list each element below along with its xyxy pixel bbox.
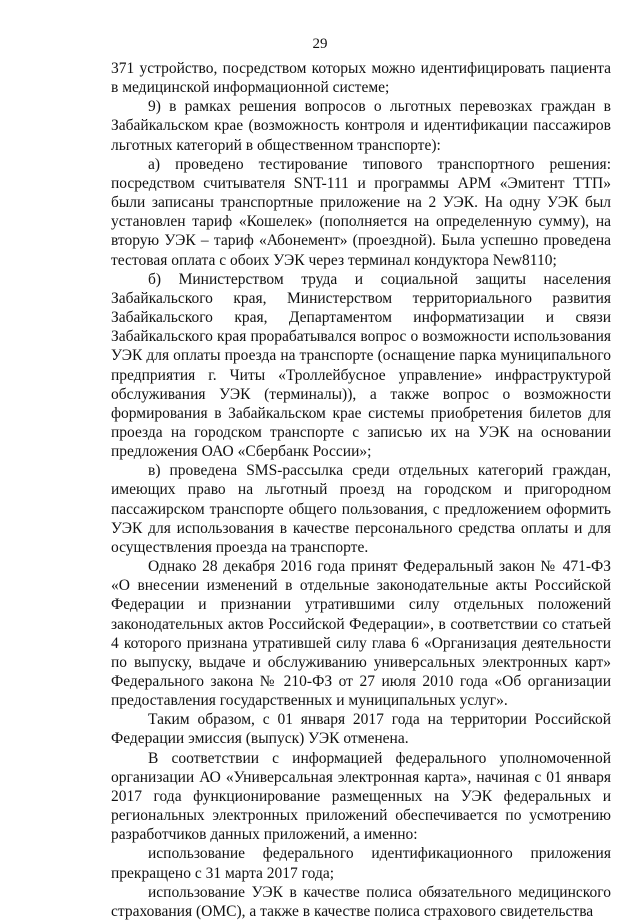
paragraph-uek-organization: В соответствии с информацией федерального уполномоченной организации АО «Универсальная электронная карта», начиная с 01 января 2017 года функционирование размещенных на УЭК федеральных и региональных электронных приложений обеспечивается по усмотрению разработчиков данных приложений, а именно: bbox=[111, 749, 611, 844]
paragraph-subitem-v: в) проведена SMS-рассылка среди отдельных категорий граждан, имеющих право на льготный проезд на городском и пригородном пассажирском транспорте общего пользования, с предложением оформить УЭК для использования в качестве персонального средства оплаты и для осуществления проезда на транспорте. bbox=[111, 462, 611, 556]
paragraph-conclusion: Таким образом, с 01 января 2017 года на территории Российской Федерации эмиссия (выпуск) УЭК отменена. bbox=[111, 711, 611, 748]
paragraph-item-9: 9) в рамках решения вопросов о льготных перевозках граждан в Забайкальском крае (возможность контроля и идентификации пассажиров льготных категорий в общественном транспорте): bbox=[111, 98, 611, 154]
paragraph-federal-app: использование федерального идентификационного приложения прекращено с 31 марта 2017 года; bbox=[111, 845, 611, 882]
paragraph-subitem-b: б) Министерством труда и социальной защиты населения Забайкальского края, Министерством территориального развития Забайкальского края, Департаментом информатизации и связи Забайкальского края прорабатывался вопрос о возможности использования УЭК для оплаты проезда на транспорте (оснащение парка муниципального предприятия г. Читы «Троллейбусное управление» инфраструктурой обслуживания УЭК (терминалы)), а также вопрос о возможности формирования в Забайкальском крае системы приобретения билетов для проезда на городском транспорте с записью их на УЭК на основании предложения ОАО «Сбербанк России»; bbox=[111, 270, 611, 461]
paragraph-continuation: 371 устройство, посредством которых можно идентифицировать пациента в медицинской информационной системе; bbox=[111, 60, 611, 97]
paragraph-oms-usage: использование УЭК в качестве полиса обязательного медицинского страхования (ОМС), а также в качестве полиса страхового свидетельства bbox=[111, 883, 611, 920]
document-body bbox=[111, 59, 611, 921]
paragraph-federal-law: Однако 28 декабря 2016 года принят Федеральный закон № 471-ФЗ «О внесении изменений в отдельные законодательные акты Российской Федерации и признании утратившими силу отдельных положений законодательных актов Российской Федерации», в соответствии со статьей 4 которого признана утратившей силу глава 6 «Организация деятельности по выпуску, выдаче и обслуживанию универсальных электронных карт» Федерального закона № 210-ФЗ от 27 июля 2010 года «Об организации предоставления государственных и муниципальных услуг». bbox=[111, 558, 611, 710]
paragraph-subitem-a: а) проведено тестирование типового транспортного решения: посредством считывателя SNT-111 и программы АРМ «Эмитент ТТП» были записаны транспортные приложение на 2 УЭК. На одну УЭК был установлен тариф «Кошелек» (пополняется на определенную сумму), на вторую УЭК – тариф «Абонемент» (проездной). Была успешно проведена тестовая оплата с обоих УЭК через терминал кондуктора New8110; bbox=[111, 155, 611, 269]
page-number: 29 bbox=[312, 36, 328, 52]
